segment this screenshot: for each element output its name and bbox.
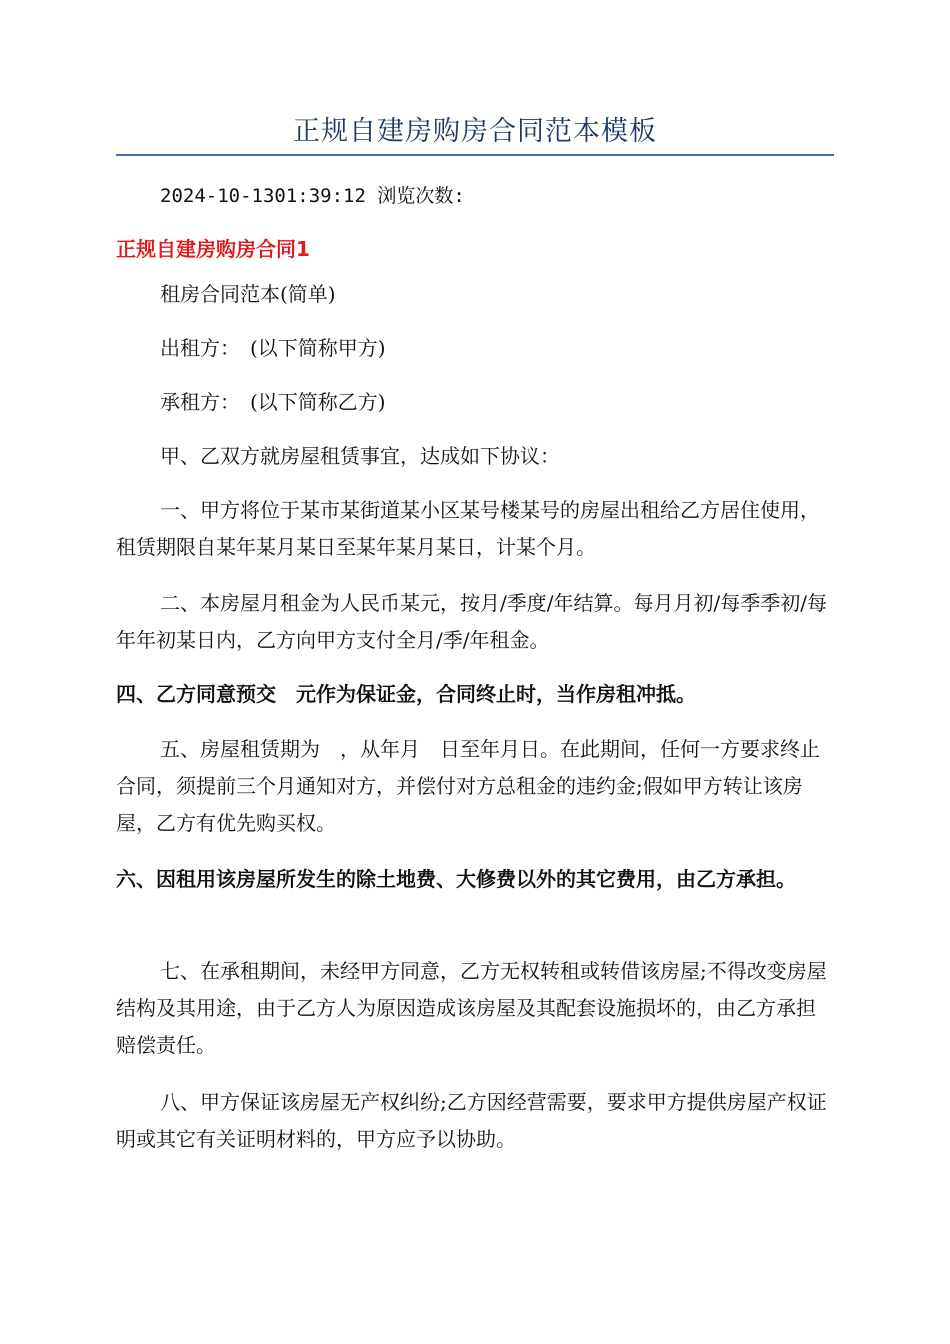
- paragraph-lessee: 承租方： (以下简称乙方): [160, 390, 386, 414]
- paragraph-agreement-intro: 甲、乙双方就房屋租赁事宜，达成如下协议：: [160, 444, 560, 468]
- clause-5: 五、房屋租赁期为 ，从年月 日至年月日。在此期间，任何一方要求终止合同，须提前三个月通知对方，并偿付对方总租金的违约金;假如甲方转让该房屋，乙方有优先购买权。: [116, 737, 820, 835]
- clause-1: 一、甲方将位于某市某街道某小区某号楼某号的房屋出租给乙方居住使用，租赁期限自某年某月某日至某年某月某日，计某个月。: [116, 498, 820, 559]
- title-underline: [116, 154, 834, 156]
- clause-6: 六、因租用该房屋所发生的除土地费、大修费以外的其它费用，由乙方承担。: [116, 867, 796, 891]
- section-heading: 正规自建房购房合同1: [116, 237, 310, 261]
- document-title: 正规自建房购房合同范本模板: [293, 116, 657, 147]
- clause-8: 八、甲方保证该房屋无产权纠纷;乙方因经营需要，要求甲方提供房屋产权证明或其它有关证明材料的，甲方应予以协助。: [116, 1090, 827, 1151]
- clause-7: 七、在承租期间，未经甲方同意，乙方无权转租或转借该房屋;不得改变房屋结构及其用途，由于乙方人为原因造成该房屋及其配套设施损坏的，由乙方承担赔偿责任。: [116, 959, 827, 1057]
- clause-4: 四、乙方同意预交 元作为保证金，合同终止时，当作房租冲抵。: [116, 682, 696, 706]
- paragraph-contract-title: 租房合同范本(简单): [160, 282, 336, 306]
- publish-meta: 2024-10-1301:39:12 浏览次数:: [160, 185, 465, 207]
- clause-2: 二、本房屋月租金为人民币某元，按月/季度/年结算。每月月初/每季季初/每年年初某日内，乙方向甲方支付全月/季/年租金。: [116, 591, 827, 652]
- paragraph-lessor: 出租方： (以下简称甲方): [160, 336, 386, 360]
